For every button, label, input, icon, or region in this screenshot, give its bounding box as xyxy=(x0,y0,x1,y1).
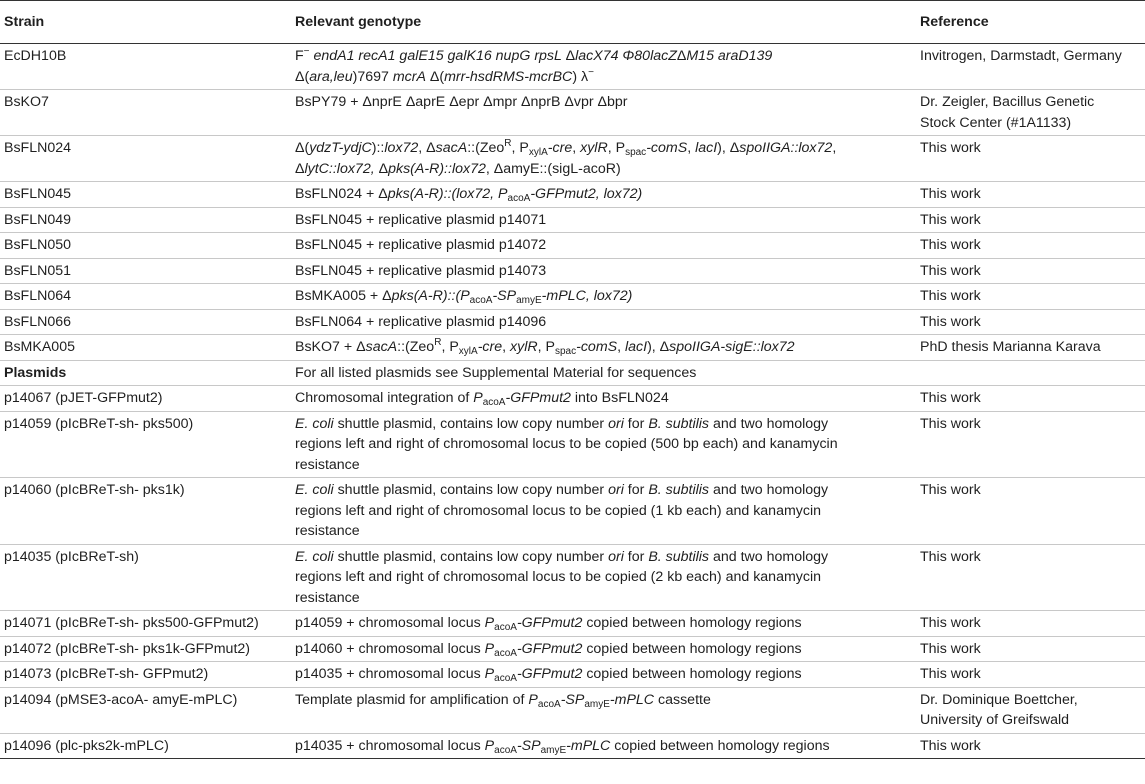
genotype-text: Δ xyxy=(378,160,389,177)
genotype-text: into BsFLN024 xyxy=(570,390,669,406)
strain-cell: p14096 (plc-pks2k-mPLC) xyxy=(0,733,289,759)
table-row xyxy=(0,386,1145,412)
genotype-text: BsMKA005 + Δ xyxy=(295,288,392,304)
genotype-text: Chromosomal integration of xyxy=(295,390,474,406)
genotype-italic: -mPLC xyxy=(566,737,611,754)
strain-cell: BsFLN049 xyxy=(0,207,289,233)
genotype-italic: -GFPmut2 xyxy=(516,666,583,682)
reference-cell: This work xyxy=(914,733,1145,759)
table-header-row xyxy=(0,1,1145,44)
genotype-italic: P xyxy=(484,640,495,657)
table-row xyxy=(0,636,1145,662)
genotype-italic: E. coli xyxy=(295,482,334,498)
genotype-text: , xyxy=(832,140,837,156)
genotype-text: , P xyxy=(607,140,626,156)
genotype-italic: -comS xyxy=(576,339,618,355)
strain-cell: p14073 (pIcBReT-sh- GFPmut2) xyxy=(0,662,289,688)
strain-cell: p14059 (pIcBReT-sh- pks500) xyxy=(0,411,289,478)
genotype-italic: pks(A-R)::lox72 xyxy=(388,160,486,177)
genotype-italic: -SP xyxy=(516,737,541,754)
strain-cell: BsMKA005 xyxy=(0,335,289,361)
genotype-cell xyxy=(289,478,914,545)
strain-cell: BsKO7 xyxy=(0,90,289,136)
genotype-subscript: amyE xyxy=(540,744,567,756)
reference-cell xyxy=(914,90,1145,136)
genotype-subscript: acoA xyxy=(482,397,506,408)
reference-cell: This work xyxy=(914,136,1145,182)
reference-cell: This work xyxy=(914,411,1145,478)
header-reference: Reference xyxy=(914,1,1145,44)
genotype-cell xyxy=(289,386,914,412)
genotype-subscript: acoA xyxy=(494,622,517,633)
table-row xyxy=(0,258,1145,284)
genotype-italic: B. subtilis xyxy=(648,482,710,498)
table-row xyxy=(0,335,1145,361)
genotype-text: F xyxy=(295,48,304,64)
genotype-italic: -GFPmut2 xyxy=(516,640,583,657)
genotype-italic: -SP xyxy=(492,288,517,304)
genotype-text: copied between homology regions xyxy=(582,615,802,631)
genotype-italic: P xyxy=(484,615,495,631)
reference-line: Dr. Zeigler, Bacillus Genetic xyxy=(920,94,1095,110)
header-strain: Strain xyxy=(0,1,289,44)
reference-cell: This work xyxy=(914,258,1145,284)
genotype-italic: spoIIGA::lox72 xyxy=(739,140,833,156)
genotype-text: resistance xyxy=(295,523,360,539)
table-row xyxy=(0,207,1145,233)
genotype-italic: ara,leu xyxy=(309,68,353,85)
reference-cell: This work xyxy=(914,611,1145,637)
strain-cell: p14060 (pIcBReT-sh- pks1k) xyxy=(0,478,289,545)
genotype-subscript: amyE xyxy=(584,698,610,710)
genotype-text: Δ xyxy=(565,48,576,64)
table-row xyxy=(0,233,1145,259)
genotype-text: Δ xyxy=(295,160,305,177)
strain-cell: p14072 (pIcBReT-sh- pks1k-GFPmut2) xyxy=(0,636,289,662)
table-row xyxy=(0,284,1145,310)
genotype-text: , xyxy=(502,339,511,355)
genotype-superscript: − xyxy=(303,46,310,57)
reference-cell: This work xyxy=(914,636,1145,662)
genotype-text: , P xyxy=(511,140,529,156)
genotype-italic: -GFPmut2 xyxy=(516,615,583,631)
genotype-text: copied between homology regions xyxy=(610,737,830,754)
reference-line: Stock Center (#1A1133) xyxy=(920,114,1072,131)
reference-line: Dr. Dominique Boettcher, xyxy=(920,691,1078,708)
section-title: Plasmids xyxy=(0,360,289,386)
genotype-italic: P xyxy=(484,737,495,754)
genotype-text: ), Δ xyxy=(647,339,670,355)
genotype-text: regions left and right of chromosomal locus to be copied (1 kb each) and kanamycin xyxy=(295,502,822,519)
genotype-italic: ori xyxy=(608,482,624,498)
genotype-italic: ori xyxy=(608,415,624,432)
genotype-italic: sacA xyxy=(435,140,468,156)
genotype-text: cassette xyxy=(654,691,711,708)
genotype-text: , xyxy=(617,339,625,355)
genotype-cell: BsPY79 + ΔnprE ΔaprE Δepr Δmpr ΔnprB Δvpr Δbpr xyxy=(289,90,914,136)
genotype-cell xyxy=(289,44,914,90)
reference-cell xyxy=(914,687,1145,733)
genotype-italic: mrr-hsdRMS-mcrBC xyxy=(444,68,573,85)
genotype-text: )7697 xyxy=(352,68,393,85)
reference-cell: PhD thesis Marianna Karava xyxy=(914,335,1145,361)
genotype-italic: E. coli xyxy=(295,415,334,432)
table-row xyxy=(0,733,1145,759)
genotype-text: , ΔamyE::(sigL-acoR) xyxy=(485,160,621,177)
genotype-text: ), Δ xyxy=(717,140,740,156)
genotype-italic: -cre xyxy=(477,339,503,355)
genotype-text: Δ( xyxy=(295,68,310,85)
genotype-cell: BsFLN045 + replicative plasmid p14072 xyxy=(289,233,914,259)
genotype-subscript: spac xyxy=(554,346,577,357)
genotype-cell: BsFLN045 + replicative plasmid p14071 xyxy=(289,207,914,233)
genotype-italic: -mPLC, lox72) xyxy=(541,288,633,304)
genotype-cell xyxy=(289,611,914,637)
genotype-italic: endA1 recA1 galE15 galK16 nupG rpsL xyxy=(309,48,566,64)
genotype-superscript: R xyxy=(504,138,512,149)
reference-cell: This work xyxy=(914,233,1145,259)
genotype-text: , P xyxy=(441,339,459,355)
genotype-text: Δ( xyxy=(425,68,445,85)
table-row xyxy=(0,687,1145,733)
genotype-italic: lox72 xyxy=(384,140,419,156)
reference-cell: This work xyxy=(914,662,1145,688)
genotype-text: regions left and right of chromosomal locus to be copied (2 kb each) and kanamycin xyxy=(295,569,822,585)
table-row xyxy=(0,309,1145,335)
genotype-italic: B. subtilis xyxy=(648,548,710,565)
genotype-italic: xylR xyxy=(580,140,608,156)
genotype-italic: sacA xyxy=(365,339,398,355)
section-row-plasmids xyxy=(0,360,1145,386)
strain-cell: p14035 (pIcBReT-sh) xyxy=(0,544,289,611)
genotype-text: , P xyxy=(537,339,555,355)
genotype-italic: -comS xyxy=(646,140,688,156)
genotype-text: , Δ xyxy=(418,140,436,156)
genotype-text: ):: xyxy=(371,140,385,156)
genotype-text: regions left and right of chromosomal locus to be copied (500 bp each) and kanamycin xyxy=(295,436,838,452)
table-row xyxy=(0,662,1145,688)
genotype-cell xyxy=(289,335,914,361)
genotype-text: , xyxy=(687,140,696,156)
genotype-italic: -cre xyxy=(547,140,573,156)
genotype-italic: ori xyxy=(608,548,624,565)
genotype-cell xyxy=(289,662,914,688)
header-genotype: Relevant genotype xyxy=(289,1,914,44)
genotype-text: p14059 + chromosomal locus xyxy=(295,615,485,631)
genotype-italic: P xyxy=(473,390,483,406)
genotype-subscript: acoA xyxy=(494,673,517,684)
strain-cell: p14094 (pMSE3-acoA- amyE-mPLC) xyxy=(0,687,289,733)
genotype-italic: xylR xyxy=(510,339,538,355)
strain-cell: BsFLN050 xyxy=(0,233,289,259)
genotype-text: Δ( xyxy=(295,140,310,156)
genotype-text: , xyxy=(572,140,581,156)
table-row xyxy=(0,136,1145,182)
reference-cell: This work xyxy=(914,182,1145,208)
genotype-text: shuttle plasmid, contains low copy number xyxy=(333,415,609,432)
genotype-italic: lacI xyxy=(695,140,718,156)
genotype-cell xyxy=(289,284,914,310)
genotype-italic: ydzT-ydjC xyxy=(309,140,372,156)
genotype-text: and two homology xyxy=(709,482,829,498)
genotype-text: BsFLN024 + Δ xyxy=(295,186,388,202)
strain-cell: BsFLN024 xyxy=(0,136,289,182)
reference-cell: This work xyxy=(914,309,1145,335)
genotype-text: for xyxy=(623,482,649,498)
genotype-italic: lacI xyxy=(625,339,648,355)
genotype-text: and two homology xyxy=(709,415,829,432)
genotype-subscript: acoA xyxy=(469,295,493,306)
genotype-italic: -GFPmut2 xyxy=(505,390,571,406)
genotype-italic: lacX74 Φ80lacZ xyxy=(575,48,677,64)
genotype-superscript: − xyxy=(588,66,594,78)
genotype-text: p14035 + chromosomal locus xyxy=(295,666,485,682)
genotype-text: copied between homology regions xyxy=(582,666,802,682)
genotype-italic: -mPLC xyxy=(609,691,655,708)
strain-cell: EcDH10B xyxy=(0,44,289,90)
genotype-subscript: acoA xyxy=(507,193,531,204)
strain-cell: p14071 (pIcBReT-sh- pks500-GFPmut2) xyxy=(0,611,289,637)
reference-line: University of Greifswald xyxy=(920,712,1070,728)
genotype-cell xyxy=(289,687,914,733)
genotype-italic: B. subtilis xyxy=(648,415,710,432)
genotype-cell: BsFLN064 + replicative plasmid p14096 xyxy=(289,309,914,335)
table-row xyxy=(0,44,1145,90)
genotype-subscript: amyE xyxy=(516,295,542,306)
strain-cell: p14067 (pJET-GFPmut2) xyxy=(0,386,289,412)
genotype-italic: -SP xyxy=(560,691,585,708)
genotype-text: shuttle plasmid, contains low copy number xyxy=(333,482,609,498)
genotype-italic: pks(A-R)::(lox72, P xyxy=(387,186,508,202)
strain-cell: BsFLN064 xyxy=(0,284,289,310)
genotype-subscript: acoA xyxy=(537,698,561,710)
strain-cell: BsFLN051 xyxy=(0,258,289,284)
reference-cell: This work xyxy=(914,284,1145,310)
genotype-text: resistance xyxy=(295,589,360,606)
genotype-text: copied between homology regions xyxy=(582,640,802,657)
genotype-text: Δ xyxy=(676,48,687,64)
genotype-italic: P xyxy=(484,666,495,682)
genotype-cell xyxy=(289,136,914,182)
table-row xyxy=(0,90,1145,136)
genotype-text: p14060 + chromosomal locus xyxy=(295,640,485,657)
genotype-subscript: xylA xyxy=(528,147,548,158)
genotype-italic: -GFPmut2, lox72) xyxy=(530,186,643,202)
strain-cell: BsFLN045 xyxy=(0,182,289,208)
genotype-text: ::(Zeo xyxy=(397,339,435,355)
table-row xyxy=(0,411,1145,478)
genotype-italic: E. coli xyxy=(295,548,334,565)
genotype-subscript: acoA xyxy=(494,744,517,756)
genotype-cell xyxy=(289,544,914,611)
genotype-text: shuttle plasmid, contains low copy number xyxy=(333,548,609,565)
reference-cell: This work xyxy=(914,544,1145,611)
genotype-italic: spoIIGA-sigE::lox72 xyxy=(669,339,795,355)
genotype-italic: pks(A-R)::(P xyxy=(391,288,470,304)
genotype-subscript: xylA xyxy=(458,346,478,357)
table-row xyxy=(0,611,1145,637)
genotype-italic: lytC::lox72, xyxy=(304,160,379,177)
reference-cell: This work xyxy=(914,478,1145,545)
genotype-text: BsKO7 + Δ xyxy=(295,339,366,355)
table-row xyxy=(0,544,1145,611)
genotype-italic: mcrA xyxy=(392,68,426,85)
genotype-cell: BsFLN045 + replicative plasmid p14073 xyxy=(289,258,914,284)
genotype-text: resistance xyxy=(295,456,360,473)
reference-cell: Invitrogen, Darmstadt, Germany xyxy=(914,44,1145,90)
genotype-text: p14035 + chromosomal locus xyxy=(295,737,485,754)
genotype-text: Template plasmid for amplification of xyxy=(295,691,529,708)
strain-cell: BsFLN066 xyxy=(0,309,289,335)
genotype-text: and two homology xyxy=(709,548,829,565)
genotype-text: for xyxy=(623,415,649,432)
genotype-text: for xyxy=(623,548,649,565)
reference-cell: This work xyxy=(914,386,1145,412)
genotype-cell xyxy=(289,636,914,662)
genotype-italic: P xyxy=(528,691,538,708)
genotype-superscript: R xyxy=(434,337,442,348)
genotype-subscript: spac xyxy=(625,147,647,158)
genotype-cell xyxy=(289,733,914,759)
genotype-text: ::(Zeo xyxy=(467,140,505,156)
table-row xyxy=(0,478,1145,545)
genotype-cell: For all listed plasmids see Supplemental Material for sequences xyxy=(289,360,914,386)
genotype-subscript: acoA xyxy=(494,647,517,659)
genotype-text: ) λ xyxy=(572,68,589,85)
genotype-italic: M15 araD139 xyxy=(686,48,773,64)
reference-cell: This work xyxy=(914,207,1145,233)
genotype-cell xyxy=(289,411,914,478)
reference-cell xyxy=(914,360,1145,386)
table-row xyxy=(0,182,1145,208)
genotype-cell xyxy=(289,182,914,208)
